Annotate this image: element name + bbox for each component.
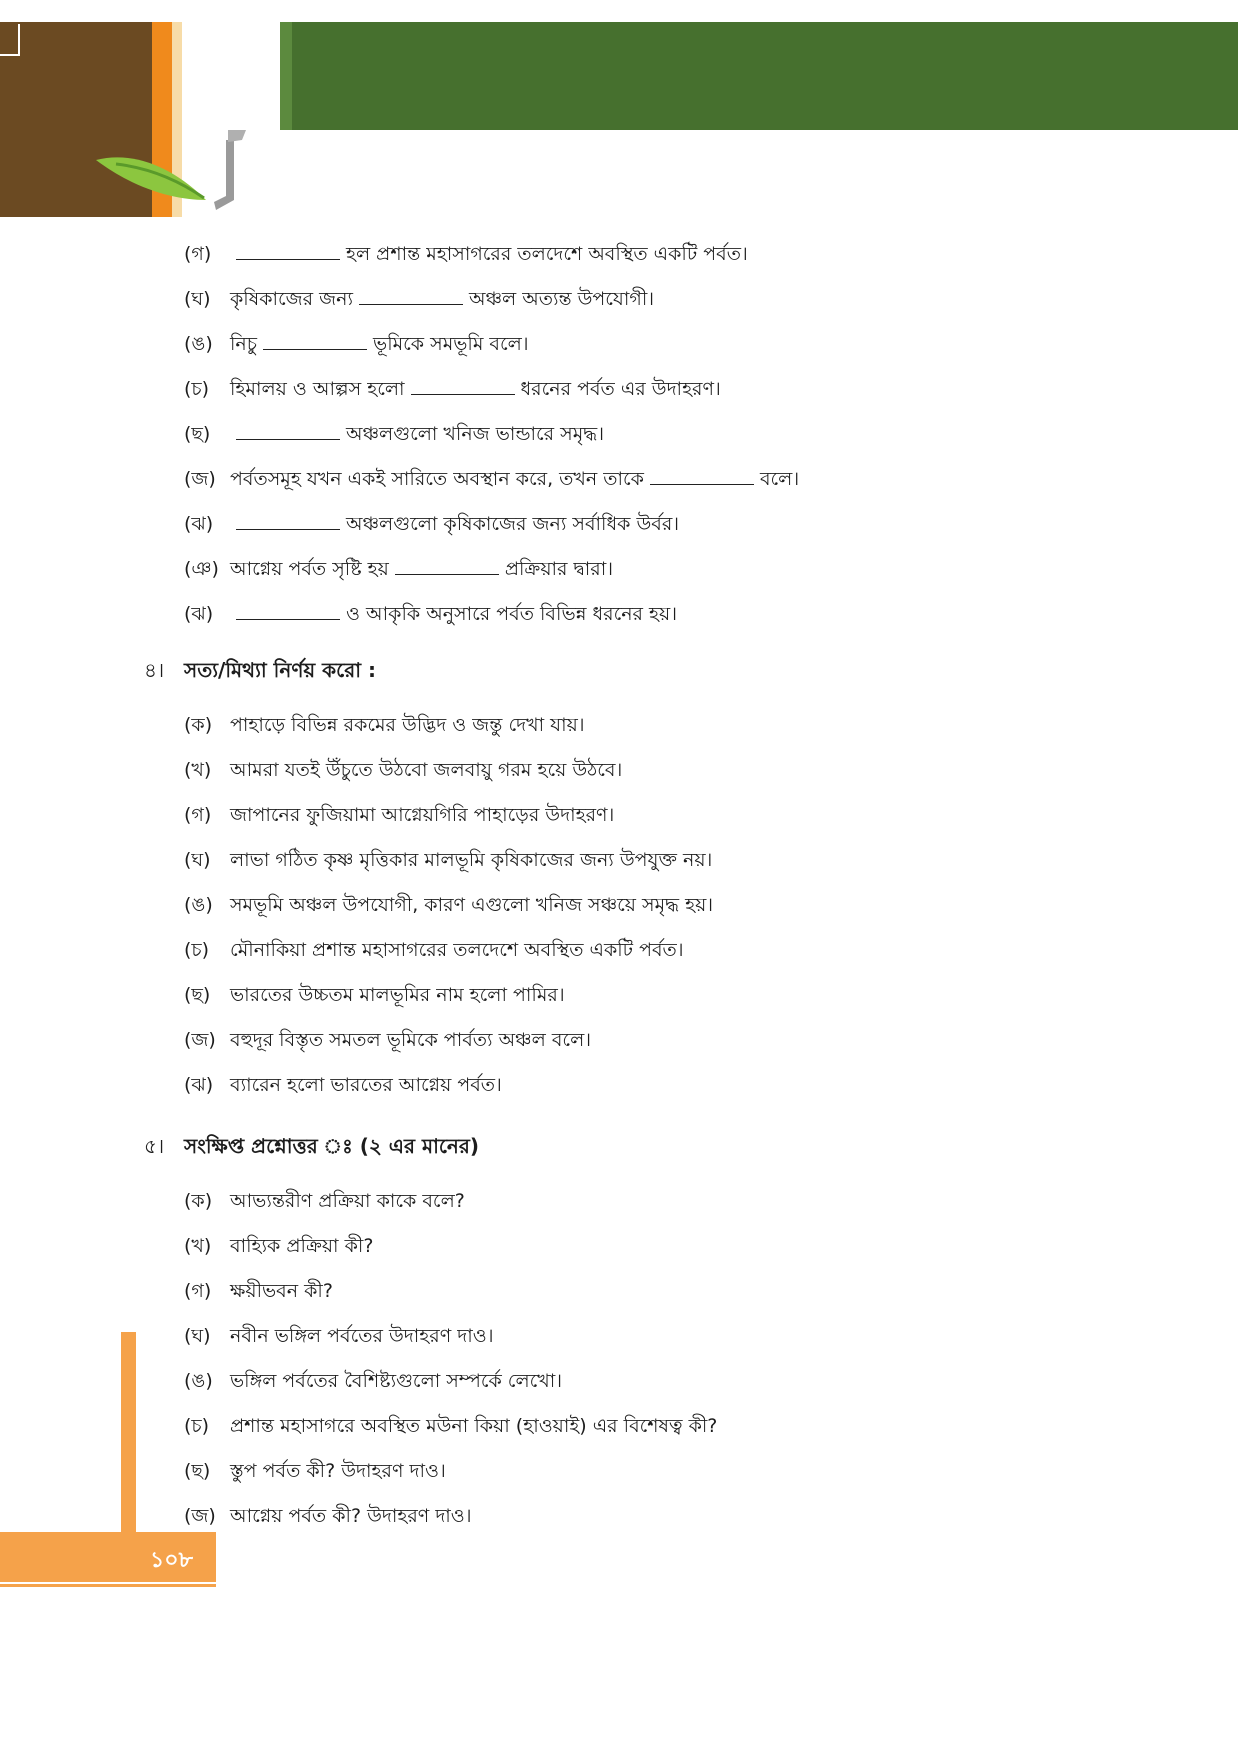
answer-blank[interactable] bbox=[236, 601, 340, 620]
item-text: বলে। bbox=[759, 468, 800, 490]
item-marker: (ঝ) bbox=[184, 1074, 214, 1096]
item-marker: (খ) bbox=[184, 759, 212, 781]
list-item bbox=[184, 1278, 333, 1304]
list-item bbox=[184, 1072, 502, 1098]
item-text: অঞ্চলগুলো কৃষিকাজের জন্য সর্বাধিক উর্বর। bbox=[346, 513, 680, 535]
item-marker: (চ) bbox=[184, 1415, 210, 1437]
list-item bbox=[184, 937, 684, 963]
section-number: ৪। bbox=[144, 658, 165, 682]
item-text: জাপানের ফুজিয়ামা আগ্নেয়গিরি পাহাড়ের উদাহরণ। bbox=[230, 804, 615, 826]
list-item bbox=[184, 847, 712, 873]
margin-orange-rule bbox=[121, 1332, 136, 1532]
item-marker: (ঘ) bbox=[184, 1325, 211, 1347]
item-text: ক্ষয়ীভবন কী? bbox=[230, 1280, 333, 1302]
item-marker: (জ) bbox=[184, 468, 216, 490]
item-marker: (গ) bbox=[184, 1280, 212, 1302]
answer-blank[interactable] bbox=[236, 421, 340, 440]
item-text: নবীন ভঙ্গিল পর্বতের উদাহরণ দাও। bbox=[230, 1325, 494, 1347]
item-text: অঞ্চলগুলো খনিজ ভান্ডারে সমৃদ্ধ। bbox=[346, 423, 605, 445]
header-green-edge bbox=[280, 22, 292, 130]
item-text: বাহ্যিক প্রক্রিয়া কী? bbox=[230, 1235, 374, 1257]
list-item bbox=[184, 892, 713, 918]
item-text: কৃষিকাজের জন্য bbox=[230, 288, 353, 310]
item-marker: (ক) bbox=[184, 714, 213, 736]
item-text: ভারতের উচ্চতম মালভূমির নাম হলো পামির। bbox=[230, 984, 565, 1006]
item-marker: (চ) bbox=[184, 378, 210, 400]
item-text: প্রক্রিয়ার দ্বারা। bbox=[504, 558, 614, 580]
list-item bbox=[184, 712, 585, 738]
list-item bbox=[184, 757, 622, 783]
item-marker: (গ) bbox=[184, 804, 212, 826]
item-text: পাহাড়ে বিভিন্ন রকমের উদ্ভিদ ও জন্তু দেখা যায়। bbox=[230, 714, 585, 736]
list-item bbox=[184, 802, 614, 828]
list-item bbox=[184, 1458, 446, 1484]
header-green-band bbox=[280, 22, 1238, 130]
item-text: ভূমিকে সমভূমি বলে। bbox=[373, 333, 529, 355]
item-text: আভ্যন্তরীণ প্রক্রিয়া কাকে বলে? bbox=[230, 1190, 465, 1212]
answer-blank[interactable] bbox=[411, 376, 515, 395]
item-text: বহুদূর বিস্তৃত সমতল ভূমিকে পার্বত্য অঞ্চল বলে। bbox=[230, 1029, 592, 1051]
answer-blank[interactable] bbox=[359, 286, 463, 305]
item-text: ভঙ্গিল পর্বতের বৈশিষ্ট্যগুলো সম্পর্কে লেখো। bbox=[230, 1370, 563, 1392]
item-text: আগ্নেয় পর্বত কী? উদাহরণ দাও। bbox=[230, 1505, 472, 1527]
fill-item bbox=[184, 466, 799, 492]
item-marker: (ঘ) bbox=[184, 288, 211, 310]
item-text: ব্যারেন হলো ভারতের আগ্নেয় পর্বত। bbox=[230, 1074, 502, 1096]
item-marker: (ঙ) bbox=[184, 1370, 213, 1392]
item-text: ধরনের পর্বত এর উদাহরণ। bbox=[520, 378, 721, 400]
item-text: পর্বতসমূহ যখন একই সারিতে অবস্থান করে, তখন তাকে bbox=[230, 468, 644, 490]
footer-rule bbox=[0, 1584, 216, 1587]
item-text: হিমালয় ও আল্পস হলো bbox=[230, 378, 405, 400]
item-text: আগ্নেয় পর্বত সৃষ্টি হয় bbox=[230, 558, 389, 580]
answer-blank[interactable] bbox=[236, 511, 340, 530]
fill-item bbox=[184, 556, 613, 582]
item-marker: (জ) bbox=[184, 1029, 216, 1051]
list-item bbox=[184, 1188, 465, 1214]
item-text: ও আকৃকি অনুসারে পর্বত বিভিন্ন ধরনের হয়। bbox=[346, 603, 678, 625]
fill-item bbox=[184, 421, 604, 447]
answer-blank[interactable] bbox=[263, 331, 367, 350]
fill-item bbox=[184, 286, 654, 312]
fill-item bbox=[184, 241, 748, 267]
item-marker: (ঙ) bbox=[184, 894, 213, 916]
item-text: হল প্রশান্ত মহাসাগরের তলদেশে অবস্থিত একটি পর্বত। bbox=[346, 243, 748, 265]
item-marker: (জ) bbox=[184, 1505, 216, 1527]
answer-blank[interactable] bbox=[395, 556, 499, 575]
list-item bbox=[184, 1027, 591, 1053]
item-text: অঞ্চল অত্যন্ত উপযোগী। bbox=[468, 288, 655, 310]
item-marker: (ঝ) bbox=[184, 513, 214, 535]
item-marker: (ছ) bbox=[184, 1460, 211, 1482]
item-marker: (চ) bbox=[184, 939, 210, 961]
item-text: মৌনাকিয়া প্রশান্ত মহাসাগরের তলদেশে অবস্থিত একটি পর্বত। bbox=[230, 939, 684, 961]
item-marker: (ঙ) bbox=[184, 333, 213, 355]
list-item bbox=[184, 1413, 717, 1439]
item-text: লাভা গঠিত কৃষ্ণ মৃত্তিকার মালভূমি কৃষিকাজের জন্য উপযুক্ত নয়। bbox=[230, 849, 713, 871]
item-text: আমরা যতই উঁচুতে উঠবো জলবায়ু গরম হয়ে উঠবে। bbox=[230, 759, 623, 781]
item-marker: (ছ) bbox=[184, 423, 211, 445]
section-heading-true-false bbox=[144, 656, 376, 684]
section-title: সত্য/মিথ্যা নির্ণয় করো : bbox=[184, 658, 376, 682]
list-item bbox=[184, 1503, 472, 1529]
item-marker: (ঘ) bbox=[184, 849, 211, 871]
item-text: নিচু bbox=[230, 333, 258, 355]
section-number: ৫। bbox=[144, 1134, 165, 1158]
section-title: সংক্ষিপ্ত প্রশ্নোত্তর ঃ (২ এর মানের) bbox=[184, 1134, 480, 1158]
fill-item bbox=[184, 511, 679, 537]
list-item bbox=[184, 1368, 562, 1394]
answer-blank[interactable] bbox=[650, 466, 754, 485]
list-item bbox=[184, 982, 565, 1008]
item-marker: (ক) bbox=[184, 1190, 213, 1212]
item-marker: (খ) bbox=[184, 1235, 212, 1257]
header-corner-mark-h bbox=[0, 54, 20, 56]
item-marker: (ছ) bbox=[184, 984, 211, 1006]
fill-item bbox=[184, 376, 721, 402]
leaf-sprout-icon bbox=[96, 130, 266, 222]
answer-blank[interactable] bbox=[236, 241, 340, 260]
header-corner-mark bbox=[18, 24, 20, 54]
item-text: প্রশান্ত মহাসাগরে অবস্থিত মউনা কিয়া (হাওয়াই) এর বিশেষত্ব কী? bbox=[230, 1415, 718, 1437]
item-text: সমভূমি অঞ্চল উপযোগী, কারণ এগুলো খনিজ সঞ্চয়ে সমৃদ্ধ হয়। bbox=[230, 894, 714, 916]
item-marker: (গ) bbox=[184, 243, 212, 265]
fill-item bbox=[184, 331, 529, 357]
page-number: ১০৮ bbox=[150, 1548, 193, 1573]
section-heading-short-answer bbox=[144, 1132, 479, 1160]
item-text: স্তুপ পর্বত কী? উদাহরণ দাও। bbox=[230, 1460, 446, 1482]
item-marker: (ঞ) bbox=[184, 558, 219, 580]
list-item bbox=[184, 1323, 494, 1349]
list-item bbox=[184, 1233, 373, 1259]
fill-item bbox=[184, 601, 677, 627]
item-marker: (ঝ) bbox=[184, 603, 214, 625]
